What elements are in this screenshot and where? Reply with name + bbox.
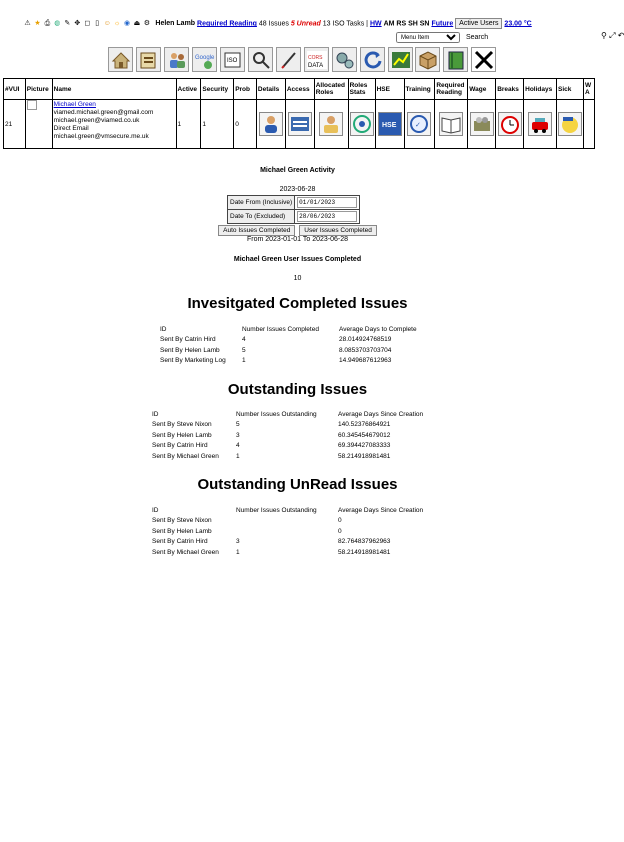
close-icon[interactable] xyxy=(471,47,496,72)
home-icon[interactable] xyxy=(108,47,133,72)
roles-stats-cell xyxy=(348,100,375,149)
clock-icon[interactable] xyxy=(498,112,522,136)
stats-icon[interactable] xyxy=(350,112,374,136)
required-reading-link[interactable]: Required Reading xyxy=(197,20,257,28)
data-icon-label-top: CORS xyxy=(307,55,323,61)
user-name-link[interactable]: Michael Green xyxy=(53,101,96,108)
unr-row-id: Sent By Michael Green xyxy=(152,548,219,556)
out-col-avg: Average Days Since Creation xyxy=(338,410,424,418)
training-icon-glyph: ✓ xyxy=(415,122,422,129)
holiday-icon[interactable] xyxy=(528,112,552,136)
col-required-reading: Required Reading xyxy=(435,79,468,100)
wage-cell xyxy=(468,100,496,149)
unr-row-count xyxy=(236,516,338,527)
unr-row-count: 1 xyxy=(236,548,240,556)
future-link[interactable]: Future xyxy=(431,20,454,28)
inv-col-count: Number Issues Completed xyxy=(242,325,319,333)
inv-row-avg: 8.0853703703704 xyxy=(339,346,392,354)
inv-col-id: ID xyxy=(160,325,167,333)
issues-count[interactable]: 48 Issues xyxy=(258,20,289,28)
reports-icon[interactable] xyxy=(136,47,161,72)
out-row-count: 1 xyxy=(236,452,240,460)
inv-row-count: 1 xyxy=(242,357,246,365)
user-id: 21 xyxy=(4,100,26,149)
user-security: 1 xyxy=(201,100,234,149)
action-buttons xyxy=(0,225,595,236)
date-to-label: Date To (Excluded) xyxy=(228,210,295,224)
table-row xyxy=(152,526,448,537)
back-icon[interactable]: ↶ xyxy=(617,31,624,40)
access-icon[interactable] xyxy=(288,112,312,136)
breaks-cell xyxy=(496,100,524,149)
user-picture xyxy=(25,100,52,149)
unread-count[interactable]: 5 Unread xyxy=(290,20,321,28)
activity-title: Michael Green Activity xyxy=(260,167,335,174)
out-row-id: Sent By Michael Green xyxy=(152,452,219,460)
user-email-3: michael.green@vmsecure.me.uk xyxy=(53,133,149,140)
edit-icon[interactable] xyxy=(276,47,301,72)
data-icon-label-bottom: DATA xyxy=(307,63,323,69)
details-cell xyxy=(256,100,285,149)
inv-row-id: Sent By Helen Lamb xyxy=(160,346,220,354)
access-cell xyxy=(285,100,314,149)
unr-row-avg: 82.764837962963 xyxy=(338,538,391,546)
unr-col-count: Number Issues Outstanding xyxy=(236,506,317,514)
unr-row-avg: 0 xyxy=(338,517,342,525)
expand-icon[interactable]: ⤢ xyxy=(609,31,616,40)
details-icon[interactable] xyxy=(259,112,283,136)
col-details: Details xyxy=(256,79,285,100)
col-picture: Picture xyxy=(25,79,52,100)
investigated-title: Invesitgated Completed Issues xyxy=(187,295,408,312)
user-active: 1 xyxy=(176,100,201,149)
inv-row-avg: 28.014924768519 xyxy=(339,336,392,344)
out-col-id: ID xyxy=(152,410,159,418)
hse-icon[interactable] xyxy=(378,112,402,136)
table-row xyxy=(152,451,448,462)
unr-row-avg: 0 xyxy=(338,527,342,535)
out-row-avg: 69.394427083333 xyxy=(338,442,391,450)
window-icon[interactable]: ◻ xyxy=(84,20,91,27)
col-training: Training xyxy=(404,79,435,100)
unr-row-id: Sent By Steve Nixon xyxy=(152,517,212,525)
book-icon[interactable] xyxy=(443,47,468,72)
user-table-header xyxy=(4,79,595,100)
current-user: Helen Lamb xyxy=(155,20,196,28)
date-from-label: Date From (Inclusive) xyxy=(228,196,295,210)
wa-cell xyxy=(583,100,594,149)
google-icon[interactable] xyxy=(192,47,217,72)
col-security: Security xyxy=(201,79,234,100)
table-row xyxy=(152,430,448,441)
web-icon[interactable]: ◉ xyxy=(123,20,131,27)
date-to-cell xyxy=(295,210,360,224)
broken-image-icon xyxy=(27,100,37,110)
table-row xyxy=(152,420,448,431)
face-icon[interactable]: ☺ xyxy=(103,20,111,27)
reading-icon[interactable] xyxy=(439,112,463,136)
sick-cell xyxy=(556,100,583,149)
unr-row-count xyxy=(236,526,338,537)
col-wa: W A xyxy=(583,79,594,100)
allocated-roles-cell xyxy=(314,100,348,149)
settings-small-icon[interactable]: ⚙ xyxy=(143,20,151,27)
col-prob: Prob xyxy=(234,79,257,100)
investigated-table xyxy=(160,324,449,366)
date-from-input[interactable] xyxy=(297,197,357,208)
inv-row-count: 5 xyxy=(242,346,246,354)
date-range-text: From 2023-01-01 To 2023-06-28 xyxy=(246,236,349,243)
users-icon[interactable] xyxy=(164,47,189,72)
icon-toolbar xyxy=(108,47,497,77)
inv-row-id: Sent By Marketing Log xyxy=(160,357,226,365)
iso-icon[interactable] xyxy=(220,47,245,72)
holidays-cell xyxy=(524,100,557,149)
out-row-avg: 60.345454679012 xyxy=(338,431,391,439)
col-allocated-roles: Allocated Roles xyxy=(314,79,348,100)
hse-cell xyxy=(375,100,404,149)
user-email-1: viamed.michael.green@gmail.com xyxy=(53,109,154,116)
active-users-button[interactable]: Active Users xyxy=(455,18,502,29)
table-row xyxy=(152,537,448,548)
data-icon[interactable] xyxy=(304,47,329,72)
date-range-table xyxy=(227,195,360,224)
table-row xyxy=(160,335,449,346)
out-row-count: 3 xyxy=(236,431,240,439)
refresh-icon[interactable] xyxy=(360,47,385,72)
auto-issues-completed-button[interactable]: Auto Issues Completed xyxy=(218,225,295,236)
user-prob: 0 xyxy=(234,100,257,149)
print-icon[interactable]: ⎙ xyxy=(44,20,51,27)
table-row xyxy=(160,356,449,367)
out-row-id: Sent By Helen Lamb xyxy=(152,431,212,439)
wage-icon[interactable] xyxy=(470,112,494,136)
outstanding-header xyxy=(152,409,448,420)
search-icon[interactable] xyxy=(248,47,273,72)
temperature[interactable]: 23.00 °C xyxy=(504,20,532,28)
out-row-count: 4 xyxy=(236,442,240,450)
out-row-id: Sent By Catrin Hird xyxy=(152,442,208,450)
inv-row-id: Sent By Catrin Hird xyxy=(160,336,216,344)
unread-title: Outstanding UnRead Issues xyxy=(197,476,398,493)
outstanding-table xyxy=(152,409,448,462)
search-label[interactable]: Search xyxy=(465,33,489,41)
date-from-cell xyxy=(295,196,360,210)
user-email-2: michael.green@viamed.co.uk xyxy=(53,117,140,124)
move-icon[interactable]: ✥ xyxy=(74,20,81,27)
unread-header xyxy=(152,505,448,516)
unr-row-avg: 58.214918981481 xyxy=(338,548,391,556)
settings-icon[interactable] xyxy=(332,47,357,72)
unr-col-avg: Average Days Since Creation xyxy=(338,506,424,514)
col-access: Access xyxy=(285,79,314,100)
col-breaks: Breaks xyxy=(496,79,524,100)
user-table xyxy=(3,78,595,149)
top-status-bar xyxy=(24,18,595,32)
out-row-count: 5 xyxy=(236,421,240,429)
training-icon[interactable] xyxy=(407,112,431,136)
out-col-count: Number Issues Outstanding xyxy=(236,410,317,418)
chart-icon[interactable] xyxy=(388,47,413,72)
col-active: Active xyxy=(176,79,201,100)
globe-icon[interactable]: ◍ xyxy=(54,20,61,27)
col-sick: Sick xyxy=(556,79,583,100)
investigated-header xyxy=(160,324,449,335)
warning-icon[interactable]: ⚠ xyxy=(24,20,31,27)
iso-tasks[interactable]: 13 ISO Tasks | xyxy=(322,20,368,28)
col-vui: #VUI xyxy=(4,79,26,100)
table-row xyxy=(4,100,595,149)
col-roles-stats: Roles Stats xyxy=(348,79,375,100)
upload-icon[interactable]: ⏏ xyxy=(133,20,141,27)
unr-row-count: 3 xyxy=(236,538,240,546)
user-issues-completed-title: Michael Green User Issues Completed xyxy=(233,256,362,263)
pen-icon[interactable]: ✎ xyxy=(64,20,71,27)
inv-row-count: 4 xyxy=(242,336,246,344)
table-row xyxy=(160,345,449,356)
menu-select[interactable] xyxy=(396,32,460,43)
unr-row-id: Sent By Helen Lamb xyxy=(152,527,212,535)
user-issues-completed-count: 10 xyxy=(293,275,302,282)
inv-row-avg: 14.949687612963 xyxy=(339,357,392,365)
date-to-input[interactable] xyxy=(297,211,357,222)
table-row xyxy=(152,547,448,558)
out-row-avg: 140.52376864921 xyxy=(338,421,391,429)
menu-row xyxy=(396,31,624,44)
required-reading-cell xyxy=(435,100,468,149)
col-wage: Wage xyxy=(468,79,496,100)
unread-table xyxy=(152,505,448,558)
star-icon[interactable]: ★ xyxy=(34,20,41,27)
sick-icon[interactable] xyxy=(558,112,582,136)
inv-col-avg: Average Days to Complete xyxy=(339,325,417,333)
roles-icon[interactable] xyxy=(319,112,343,136)
box-icon[interactable] xyxy=(415,47,440,72)
col-holidays: Holidays xyxy=(524,79,557,100)
sun-icon[interactable]: ☼ xyxy=(113,20,121,27)
col-hse: HSE xyxy=(375,79,404,100)
search-icon[interactable]: ⚲ xyxy=(601,31,607,40)
unr-row-id: Sent By Catrin Hird xyxy=(152,538,208,546)
outstanding-title: Outstanding Issues xyxy=(227,381,368,398)
user-issues-completed-button[interactable]: User Issues Completed xyxy=(299,225,377,236)
col-name: Name xyxy=(52,79,176,100)
user-initials: AM RS SH SN xyxy=(383,20,430,28)
activity-date: 2023-06-28 xyxy=(279,186,316,193)
iso-icon-label: ISO xyxy=(226,58,238,64)
table-row xyxy=(152,516,448,527)
hw-link[interactable]: HW xyxy=(369,20,382,28)
doc-icon[interactable]: ▯ xyxy=(95,20,100,27)
out-row-avg: 58.214918981481 xyxy=(338,452,391,460)
direct-email-label: Direct Email xyxy=(53,125,89,132)
table-row xyxy=(152,441,448,452)
out-row-id: Sent By Steve Nixon xyxy=(152,421,212,429)
hse-icon-label: HSE xyxy=(381,122,396,129)
google-icon-label: Google xyxy=(194,55,215,61)
user-name-cell xyxy=(52,100,176,149)
training-cell xyxy=(404,100,435,149)
unr-col-id: ID xyxy=(152,506,159,514)
